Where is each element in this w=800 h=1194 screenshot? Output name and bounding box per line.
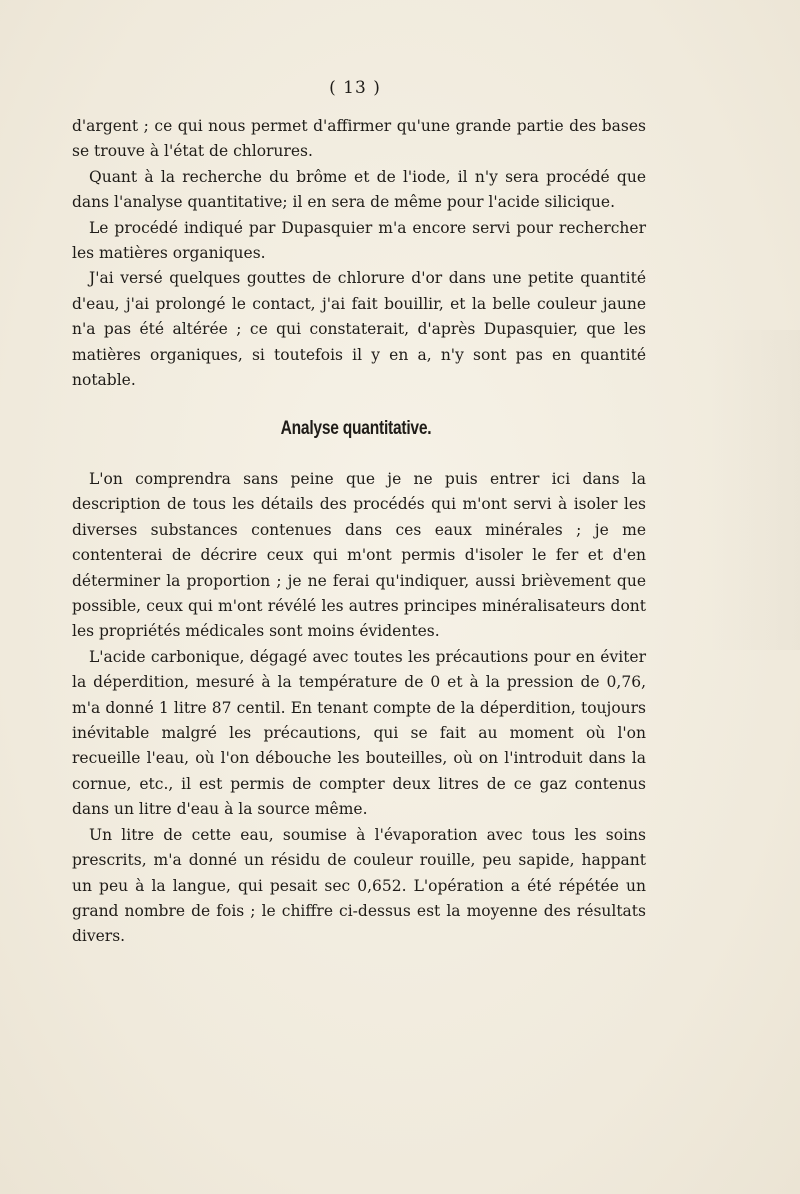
paragraph: Un litre de cette eau, soumise à l'évaporation avec tous les soins prescrits, m'a donné un résidu de couleur rouille, peu sapide, happant un peu à la langue, qui pesait sec 0,652. L'opération a été répétée un grand nombre de fois ; le chiffre ci-dessus est la moyenne des résultats divers. <box>72 825 646 946</box>
paragraph: Quant à la recherche du brôme et de l'iode, il n'y sera procédé que dans l'analyse quantitative; il en sera de même pour l'acide silicique. <box>72 167 646 212</box>
paper-shadow <box>710 330 800 650</box>
paragraph: L'on comprendra sans peine que je ne puis entrer ici dans la description de tous les détails des procédés qui m'ont servi à isoler les diverses substances contenues dans ces eaux minérales ; je me contenterai de décrire ceux qui m'ont permis d'isoler le fer et d'en déterminer la proportion ; je ne ferai qu'indiquer, aussi brièvement que possible, ceux qui m'ont révélé les autres principes minéralisateurs dont les propriétés médicales sont moins évidentes. <box>72 470 646 641</box>
section-heading: Analyse quantitative. <box>280 418 432 439</box>
paragraph: J'ai versé quelques gouttes de chlorure d'or dans une petite quantité d'eau, j'ai prolongé le contact, j'ai fait bouillir, et la belle couleur jaune n'a pas été altérée ; ce qui constaterait, d'après Dupasquier, que les matières organiques, si toutefois il y en a, n'y sont pas en quantité notable. <box>72 269 646 390</box>
paragraph: L'acide carbonique, dégagé avec toutes les précautions pour en éviter la déperdition, mesuré à la température de 0 et à la pression de 0,76, m'a donné 1 litre 87 centil. En tenant compte de la déperdition, toujours inévitable malgré les précautions, qui se fait au moment où l'on recueille l'eau, où l'on débouche les bouteilles, où on l'introduit dans la cornue, etc., il est permis de compter deux litres de ce gaz contenus dans un litre d'eau à la source même. <box>72 647 646 819</box>
bottom-text-block <box>72 467 646 950</box>
top-text-block <box>72 114 646 393</box>
page-number: ( 13 ) <box>329 78 381 98</box>
paragraph: d'argent ; ce qui nous permet d'affirmer qu'une grande partie des bases se trouve à l'état de chlorures. <box>72 117 646 161</box>
paragraph: Le procédé indiqué par Dupasquier m'a encore servi pour rechercher les matières organiques. <box>72 218 646 263</box>
